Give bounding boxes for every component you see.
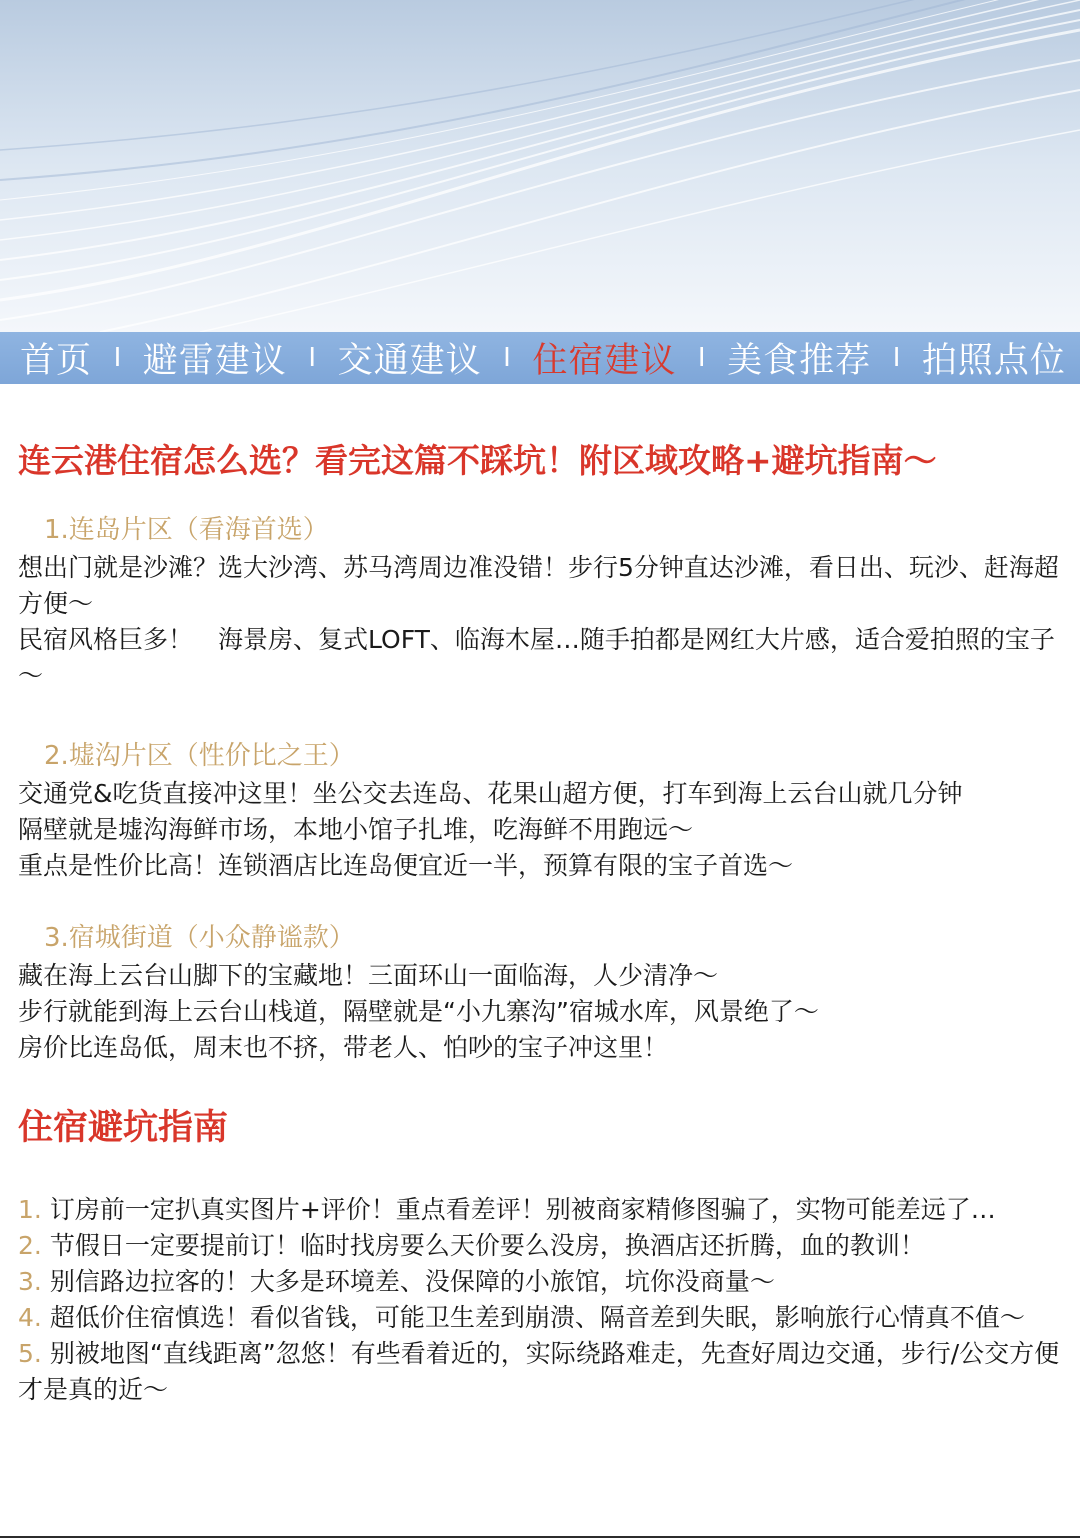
tip-text: 别信路边拉客的！大多是环境差、没保障的小旅馆，坑你没商量～ bbox=[49, 1267, 775, 1296]
tip-number: 2. bbox=[18, 1231, 42, 1260]
nav-separator: I bbox=[113, 343, 122, 373]
tip-number: 5. bbox=[18, 1339, 42, 1368]
section-paragraph: 房价比连岛低，周末也不挤，带老人、怕吵的宝子冲这里！ bbox=[18, 1033, 669, 1062]
tip-item bbox=[18, 1264, 1062, 1300]
hero-banner bbox=[0, 0, 1080, 332]
article-title: 连云港住宿怎么选？看完这篇不踩坑！附区域攻略+避坑指南～ bbox=[18, 441, 937, 480]
section-heading: 1.连岛片区（看海首选） bbox=[44, 515, 329, 545]
tip-item bbox=[18, 1300, 1062, 1336]
top-nav bbox=[0, 332, 1080, 384]
section-sucheng bbox=[18, 918, 1062, 1066]
nav-separator: I bbox=[308, 343, 317, 373]
article-body bbox=[18, 434, 1062, 1408]
tip-item bbox=[18, 1336, 1062, 1408]
section-xugou bbox=[18, 736, 1062, 884]
section-heading: 2.墟沟片区（性价比之王） bbox=[44, 741, 355, 771]
nav-separator: I bbox=[892, 343, 901, 373]
section-paragraph: 交通党&吃货直接冲这里！坐公交去连岛、花果山超方便，打车到海上云台山就几分钟 bbox=[18, 779, 963, 808]
tip-item bbox=[18, 1192, 1062, 1228]
nav-transport[interactable]: 交通建议 bbox=[337, 341, 482, 381]
guide-title: 住宿避坑指南 bbox=[18, 1108, 229, 1148]
nav-avoid-tips[interactable]: 避雷建议 bbox=[142, 341, 287, 381]
nav-home[interactable]: 首页 bbox=[20, 341, 93, 381]
section-paragraph: 藏在海上云台山脚下的宝藏地！三面环山一面临海，人少清净～ bbox=[18, 961, 719, 990]
section-paragraph: 隔壁就是墟沟海鲜市场，本地小馆子扎堆，吃海鲜不用跑远～ bbox=[18, 815, 694, 844]
section-paragraph: 重点是性价比高！连锁酒店比连岛便宜近一半，预算有限的宝子首选～ bbox=[18, 851, 794, 880]
tip-number: 3. bbox=[18, 1267, 42, 1296]
nav-separator: I bbox=[697, 343, 706, 373]
nav-separator: I bbox=[503, 343, 511, 373]
section-paragraph: 步行就能到海上云台山栈道，隔壁就是“小九寨沟”宿城水库，风景绝了～ bbox=[18, 997, 819, 1026]
nav-accommodation[interactable]: 住宿建议 bbox=[532, 341, 677, 381]
wave-lines-graphic bbox=[0, 0, 1080, 332]
tip-text: 别被地图“直线距离”忽悠！有些看着近的，实际绕路难走，先查好周边交通，步行/公交方便才是真的近～ bbox=[18, 1339, 1060, 1404]
tip-text: 订房前一定扒真实图片+评价！重点看差评！别被商家精修图骗了，实物可能差远了… bbox=[49, 1195, 996, 1224]
tip-item bbox=[18, 1228, 1062, 1264]
tips-list bbox=[18, 1192, 1062, 1408]
tip-number: 4. bbox=[18, 1303, 42, 1332]
tip-text: 超低价住宿慎选！看似省钱，可能卫生差到崩溃、隔音差到失眠，影响旅行心情真不值～ bbox=[49, 1303, 1025, 1332]
tip-number: 1. bbox=[18, 1195, 42, 1224]
tip-text: 节假日一定要提前订！临时找房要么天价要么没房，换酒店还折腾，血的教训！ bbox=[49, 1231, 925, 1260]
section-paragraph: 想出门就是沙滩？选大沙湾、苏马湾周边准没错！步行5分钟直达沙滩，看日出、玩沙、赶海超方便～ bbox=[18, 553, 1059, 618]
section-liandao bbox=[18, 510, 1062, 694]
nav-food[interactable]: 美食推荐 bbox=[727, 341, 872, 381]
section-heading: 3.宿城街道（小众静谧款） bbox=[44, 923, 355, 953]
nav-photo-spots[interactable]: 拍照点位 bbox=[921, 341, 1066, 381]
section-paragraph: 民宿风格巨多！ 海景房、复式LOFT、临海木屋…随手拍都是网红大片感，适合爱拍照的宝子～ bbox=[18, 625, 1055, 690]
